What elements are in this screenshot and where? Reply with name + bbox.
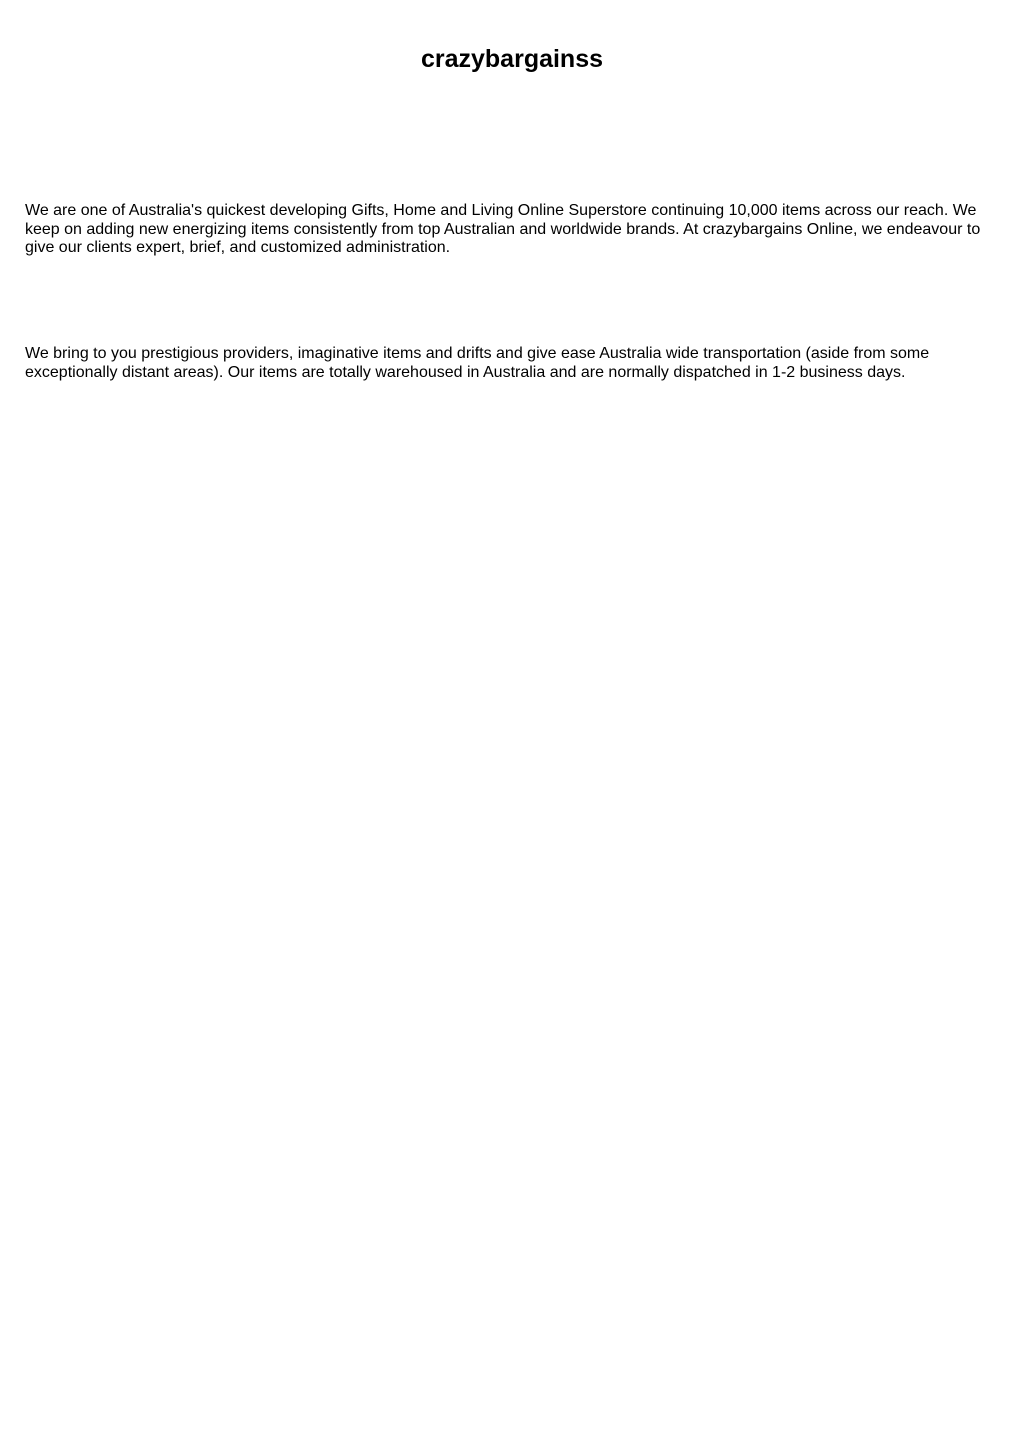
- page-title: crazybargainss: [420, 45, 604, 73]
- intro-paragraph: We are one of Australia's quickest developing Gifts, Home and Living Online Superstore continuing 10,000 items across our reach. We keep on adding new energizing items consistently from top Australian and worldwide brands. At crazybargains Online, we endeavour to give our clients expert, brief, and customized administration.: [25, 202, 981, 256]
- shipping-paragraph: We bring to you prestigious providers, imaginative items and drifts and give ease Australia wide transportation (aside from some exceptionally distant areas). Our items are totally warehoused in Australia and are normally dispatched in 1-2 business days.: [25, 345, 930, 381]
